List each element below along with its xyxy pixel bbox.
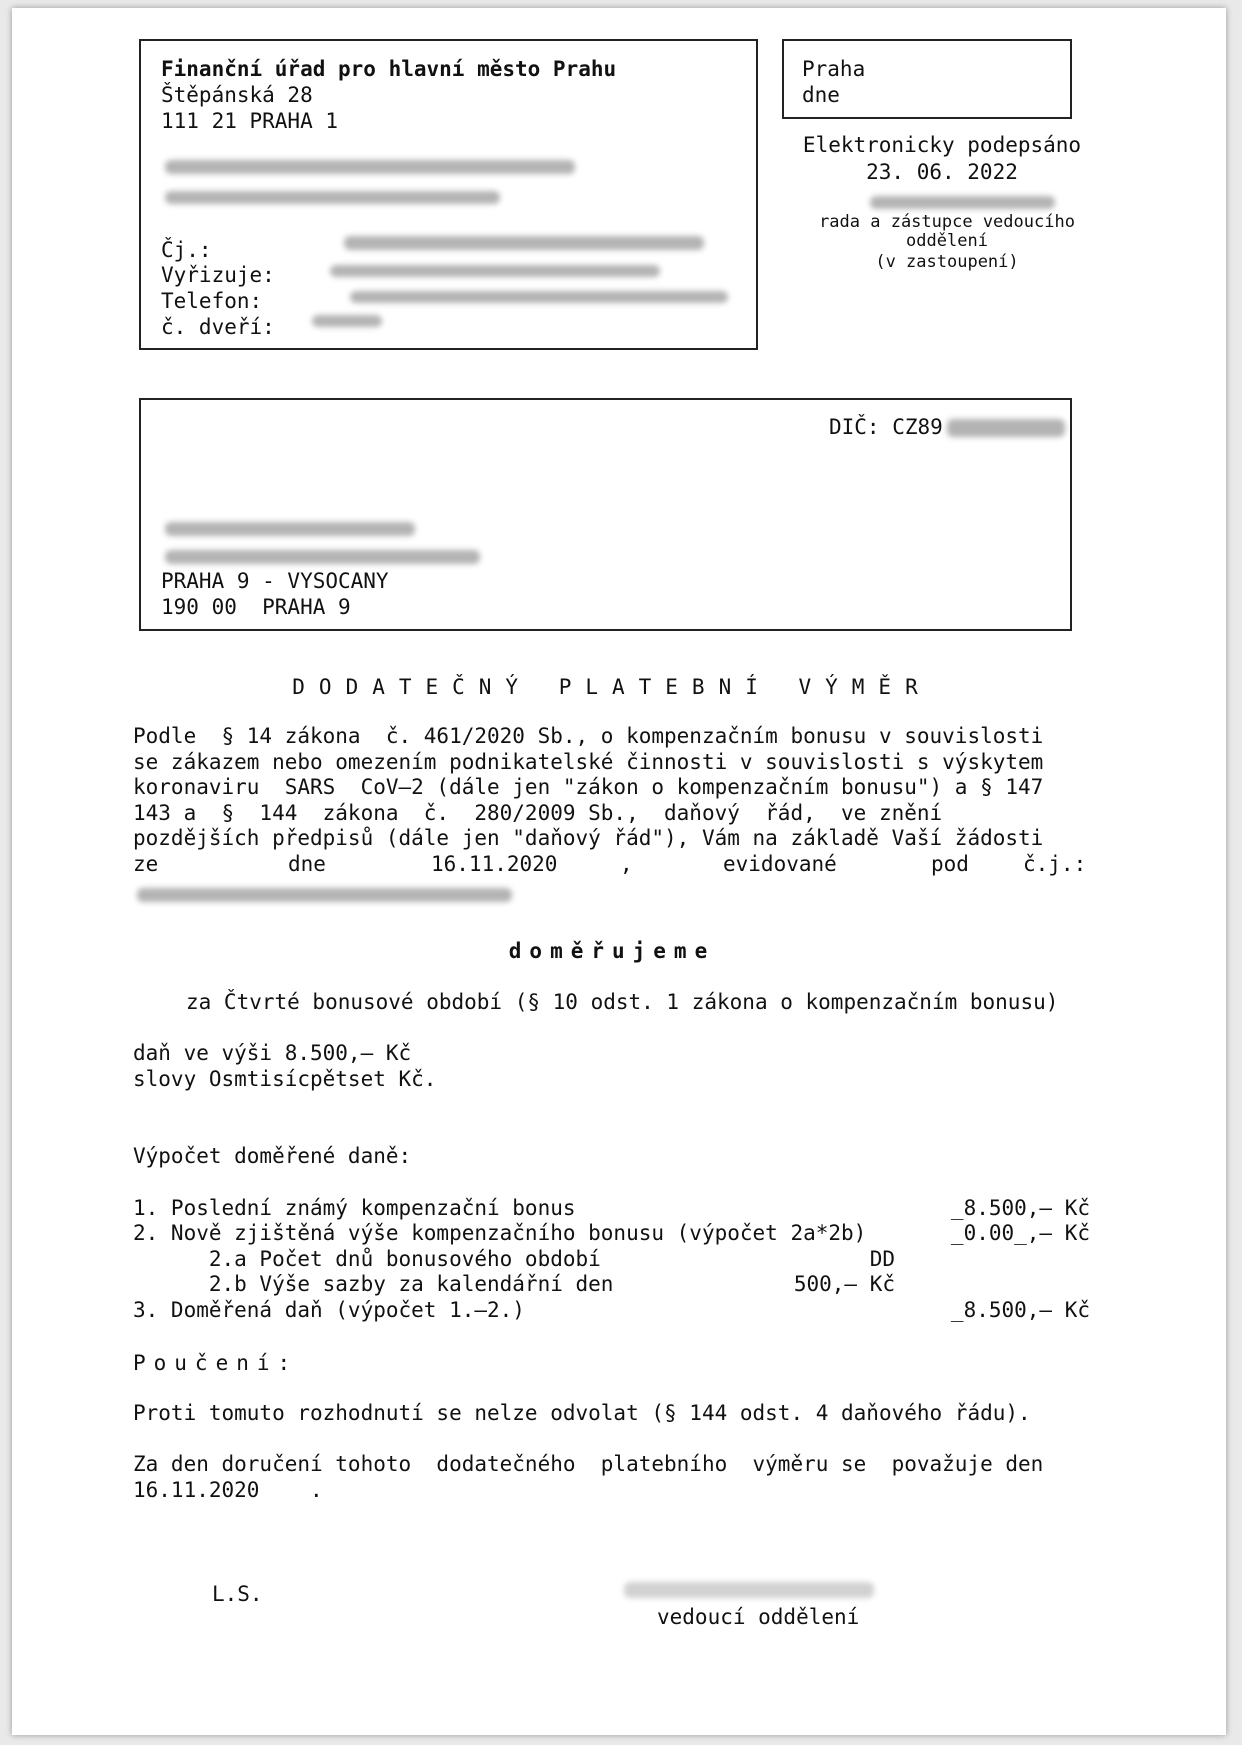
- redacted-cj: [344, 236, 704, 250]
- calc-heading: Výpočet doměřené daně:: [133, 1144, 412, 1168]
- calc-row-3-value: _8.500,‒ Kč: [950, 1298, 1090, 1322]
- signer-role-1: rada a zástupce vedoucího: [819, 212, 1075, 232]
- ls-mark: L.S.: [212, 1582, 263, 1606]
- delivery-line-1: Za den doručení tohoto dodatečného platebního výměru se považuje den: [133, 1452, 1044, 1476]
- dvere-label: č. dveří:: [161, 315, 275, 339]
- signer-role-3: (v zastoupení): [875, 252, 1019, 272]
- redacted-sender-line-2: [165, 191, 500, 204]
- signed-electronically: Elektronicky podepsáno: [802, 133, 1082, 157]
- date-box-dne: dne: [802, 83, 840, 107]
- office-city: 111 21 PRAHA 1: [161, 109, 339, 133]
- delivery-line-2: 16.11.2020 .: [133, 1478, 323, 1502]
- intro-line-1: Podle § 14 zákona č. 461/2020 Sb., o kompenzačním bonusu v souvislosti: [133, 724, 1044, 748]
- period-line: za Čtvrté bonusové období (§ 10 odst. 1 zákona o kompenzačním bonusu): [186, 990, 1059, 1014]
- redacted-signer-name: [870, 196, 1055, 209]
- intro-dne: dne: [288, 852, 326, 876]
- calc-row-3-label: 3. Doměřená daň (výpočet 1.‒2.): [133, 1298, 525, 1322]
- calc-row-1-label: 1. Poslední známý kompenzační bonus: [133, 1196, 576, 1220]
- intro-cj: č.j.:: [1023, 852, 1087, 876]
- cj-label: Čj.:: [161, 238, 212, 262]
- calc-row-2b-label: 2.b Výše sazby za kalendářní den: [133, 1272, 614, 1296]
- recipient-city: PRAHA 9 - VYSOCANY: [161, 569, 389, 593]
- redacted-recipient-name: [165, 522, 415, 536]
- office-name: Finanční úřad pro hlavní město Prahu: [161, 57, 617, 81]
- redacted-bottom-signer: [624, 1582, 874, 1598]
- vyrizuje-label: Vyřizuje:: [161, 263, 275, 287]
- document-page: [12, 8, 1226, 1735]
- redacted-recipient-street: [165, 550, 480, 564]
- intro-line-5: pozdějších předpisů (dále jen "daňový řád"), Vám na základě Vaší žádosti: [133, 826, 1044, 850]
- pouceni-text: Proti tomuto rozhodnutí se nelze odvolat (§ 144 odst. 4 daňového řádu).: [133, 1401, 1031, 1425]
- intro-line-3: koronaviru SARS CoV‒2 (dále jen "zákon o kompenzačním bonusu") a § 147: [133, 775, 1044, 799]
- tax-amount-words: slovy Osmtisícpětset Kč.: [133, 1067, 437, 1091]
- intro-pod: pod: [931, 852, 969, 876]
- calc-row-2a-value: DD: [869, 1247, 895, 1271]
- redacted-vyrizuje: [330, 265, 660, 277]
- calc-row-2-value: _0.00_,‒ Kč: [950, 1221, 1090, 1245]
- telefon-label: Telefon:: [161, 289, 263, 313]
- redacted-telefon: [350, 291, 728, 303]
- intro-line-4: 143 a § 144 zákona č. 280/2009 Sb., daňový řád, ve znění: [133, 801, 943, 825]
- domerujeme-heading: doměřujeme: [508, 939, 716, 963]
- intro-date: 16.11.2020: [431, 852, 558, 876]
- redacted-dic: [947, 419, 1065, 437]
- document-title: DODATEČNÝ PLATEBNÍ VÝMĚR: [292, 675, 932, 699]
- redacted-dvere: [312, 315, 382, 327]
- calc-row-1-value: _8.500,‒ Kč: [950, 1196, 1090, 1220]
- signer-role-2: oddělení: [906, 231, 988, 251]
- intro-comma: ,: [620, 852, 633, 876]
- intro-evidovane: evidované: [723, 852, 837, 876]
- intro-line-2: se zákazem nebo omezením podnikatelské činnosti v souvislosti s výskytem: [133, 750, 1044, 774]
- recipient-zip: 190 00 PRAHA 9: [161, 595, 351, 619]
- calc-row-2-label: 2. Nově zjištěná výše kompenzačního bonusu (výpočet 2a*2b): [133, 1221, 867, 1245]
- tax-amount-line: daň ve výši 8.500,‒ Kč: [133, 1041, 412, 1065]
- bottom-role: vedoucí oddělení: [657, 1605, 860, 1629]
- office-street: Štěpánská 28: [161, 83, 313, 107]
- intro-ze: ze: [133, 852, 159, 876]
- recipient-dic: DIČ: CZ89: [829, 415, 943, 439]
- calc-row-2b-value: 500,‒ Kč: [793, 1272, 895, 1296]
- redacted-sender-line-1: [165, 160, 575, 174]
- signed-date: 23. 06. 2022: [866, 160, 1018, 184]
- date-box-city: Praha: [802, 57, 866, 81]
- calc-row-2a-label: 2.a Počet dnů bonusového období: [133, 1247, 601, 1271]
- redacted-cj-number: [137, 888, 512, 902]
- pouceni-heading: Poučení:: [133, 1351, 299, 1375]
